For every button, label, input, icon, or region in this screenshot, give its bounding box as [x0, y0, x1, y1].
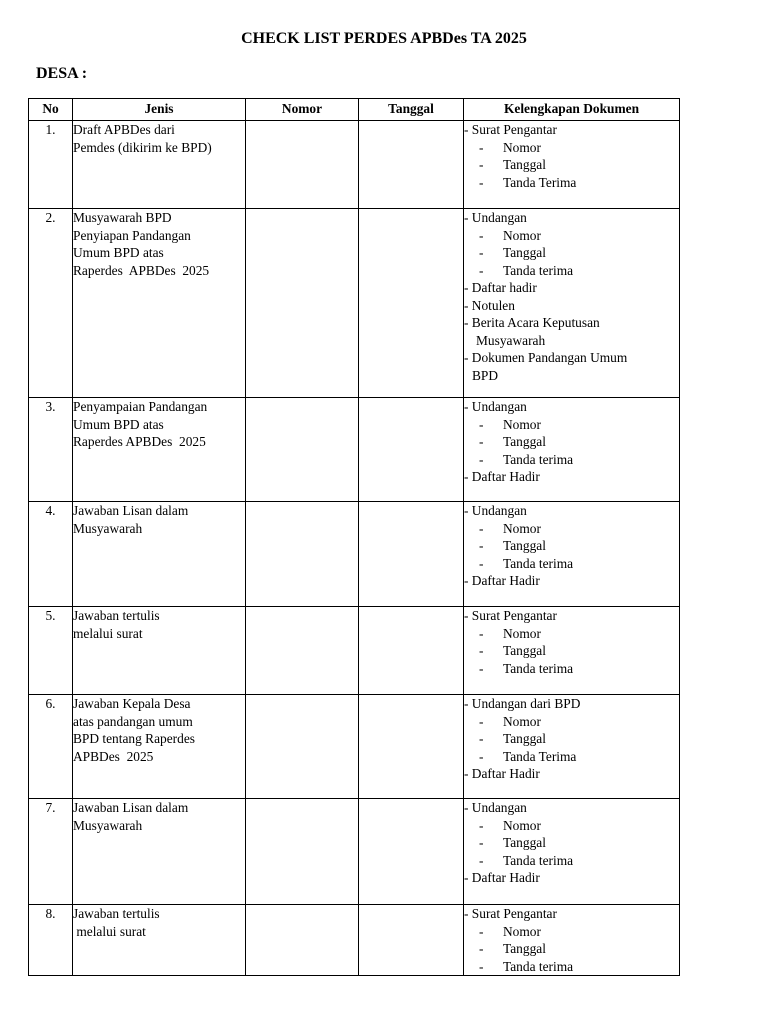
document-subitem-label: Tanda Terima — [503, 174, 577, 190]
kelengkapan-cell — [464, 607, 680, 695]
table-row — [29, 695, 680, 799]
jenis-line: APBDes 2025 — [73, 748, 154, 764]
document-subitem — [464, 713, 679, 731]
document-subitem — [464, 923, 679, 941]
dash-bullet-icon: - — [479, 958, 484, 974]
table-row — [29, 398, 680, 502]
document-item: - Undangan — [464, 210, 527, 225]
document-subitem — [464, 940, 679, 958]
document-subitem-label: Tanda terima — [503, 555, 574, 571]
dash-bullet-icon: - — [479, 748, 484, 764]
document-item: - Undangan — [464, 503, 527, 518]
document-subitem — [464, 817, 679, 835]
dash-bullet-icon: - — [479, 451, 484, 467]
column-header-kelengkapan: Kelengkapan Dokumen — [464, 99, 680, 121]
row-number: 5. — [29, 607, 73, 695]
document-item: - Daftar Hadir — [464, 469, 540, 484]
nomor-cell — [246, 607, 359, 695]
document-subitem-label: Tanda terima — [503, 451, 574, 467]
dash-bullet-icon: - — [479, 538, 484, 553]
document-subitem — [464, 625, 679, 643]
tanggal-cell — [359, 502, 464, 607]
document-subitem — [464, 451, 679, 469]
table-row — [29, 799, 680, 905]
document-subitem-label: Tanggal — [503, 731, 546, 746]
dash-bullet-icon: - — [479, 416, 484, 432]
kelengkapan-cell — [464, 905, 680, 976]
dash-bullet-icon: - — [479, 713, 484, 729]
dash-bullet-icon: - — [479, 174, 484, 190]
dash-bullet-icon: - — [479, 139, 484, 155]
document-subitem — [464, 958, 679, 976]
column-header-nomor: Nomor — [246, 99, 359, 121]
tanggal-cell — [359, 121, 464, 209]
jenis-line: Jawaban Lisan dalam — [73, 800, 189, 815]
jenis-line: Jawaban tertulis — [73, 608, 160, 623]
table-row — [29, 607, 680, 695]
tanggal-cell — [359, 905, 464, 976]
jenis-line: Raperdes APBDes 2025 — [73, 262, 210, 278]
document-subitem-label: Nomor — [503, 227, 541, 243]
dash-bullet-icon: - — [479, 227, 484, 243]
dash-bullet-icon: - — [479, 643, 484, 658]
row-number: 2. — [29, 209, 73, 398]
table-body — [29, 121, 680, 976]
dash-bullet-icon: - — [479, 852, 484, 868]
document-subitem-label: Tanggal — [503, 245, 546, 260]
desa-label: DESA : — [36, 65, 88, 82]
row-number: 3. — [29, 398, 73, 502]
document-subitem-label: Nomor — [503, 713, 541, 729]
jenis-line: Raperdes APBDes 2025 — [73, 434, 206, 449]
kelengkapan-cell — [464, 695, 680, 799]
document-subitem-label: Tanda Terima — [503, 748, 577, 764]
jenis-line: Draft APBDes dari — [73, 122, 175, 137]
column-header-jenis: Jenis — [73, 99, 246, 121]
document-item: - Surat Pengantar — [464, 608, 557, 623]
tanggal-cell — [359, 695, 464, 799]
jenis-line: melalui surat — [73, 923, 146, 939]
column-header-no: No — [29, 99, 73, 121]
document-subitem — [464, 433, 679, 451]
document-subitem — [464, 852, 679, 870]
document-subitem — [464, 642, 679, 660]
document-subitem-label: Tanggal — [503, 157, 546, 172]
row-number: 8. — [29, 905, 73, 976]
document-subitem-label: Nomor — [503, 923, 541, 939]
page-title: CHECK LIST PERDES APBDes TA 2025 — [241, 30, 527, 47]
dash-bullet-icon: - — [479, 660, 484, 676]
document-item: - Daftar hadir — [464, 280, 537, 295]
jenis-line: melalui surat — [73, 625, 143, 641]
nomor-cell — [246, 905, 359, 976]
jenis-line: Musyawarah — [73, 817, 143, 833]
row-number: 4. — [29, 502, 73, 607]
row-number: 6. — [29, 695, 73, 799]
jenis-cell — [73, 398, 246, 502]
document-subitem — [464, 730, 679, 748]
table-row — [29, 121, 680, 209]
document-subitem-label: Tanggal — [503, 434, 546, 449]
nomor-cell — [246, 398, 359, 502]
jenis-line: Jawaban tertulis — [73, 906, 160, 921]
nomor-cell — [246, 209, 359, 398]
jenis-line: Jawaban Lisan dalam — [73, 503, 189, 518]
document-subitem-label: Tanggal — [503, 538, 546, 553]
document-subitem — [464, 537, 679, 555]
dash-bullet-icon: - — [479, 941, 484, 956]
dash-bullet-icon: - — [479, 157, 484, 172]
jenis-line: Jawaban Kepala Desa — [73, 696, 191, 711]
tanggal-cell — [359, 799, 464, 905]
dash-bullet-icon: - — [479, 923, 484, 939]
checklist-table — [28, 98, 680, 976]
document-subitem — [464, 262, 679, 280]
document-item: - Berita Acara Keputusan — [464, 315, 600, 330]
jenis-cell — [73, 695, 246, 799]
dash-bullet-icon: - — [479, 434, 484, 449]
kelengkapan-cell — [464, 502, 680, 607]
document-item: - Daftar Hadir — [464, 573, 540, 588]
document-item: Musyawarah — [476, 332, 546, 348]
document-subitem — [464, 244, 679, 262]
document-subitem-label: Tanggal — [503, 941, 546, 956]
document-subitem — [464, 227, 679, 245]
dash-bullet-icon: - — [479, 245, 484, 260]
kelengkapan-cell — [464, 799, 680, 905]
tanggal-cell — [359, 607, 464, 695]
document-item: - Dokumen Pandangan Umum — [464, 350, 628, 365]
document-subitem — [464, 156, 679, 174]
kelengkapan-cell — [464, 121, 680, 209]
row-number: 7. — [29, 799, 73, 905]
jenis-line: Penyiapan Pandangan — [73, 227, 191, 243]
jenis-line: Musyawarah BPD — [73, 210, 172, 225]
document-subitem-label: Nomor — [503, 416, 541, 432]
dash-bullet-icon: - — [479, 625, 484, 641]
jenis-cell — [73, 905, 246, 976]
document-subitem-label: Nomor — [503, 139, 541, 155]
jenis-line: BPD tentang Raperdes — [73, 731, 195, 746]
jenis-cell — [73, 607, 246, 695]
jenis-line: Umum BPD atas — [73, 416, 164, 432]
jenis-line: atas pandangan umum — [73, 713, 193, 729]
document-item: - Daftar Hadir — [464, 870, 540, 885]
document-item: - Undangan dari BPD — [464, 696, 581, 711]
tanggal-cell — [359, 398, 464, 502]
nomor-cell — [246, 799, 359, 905]
document-subitem-label: Nomor — [503, 817, 541, 833]
document-subitem-label: Nomor — [503, 520, 541, 536]
jenis-cell — [73, 799, 246, 905]
document-subitem — [464, 660, 679, 678]
tanggal-cell — [359, 209, 464, 398]
dash-bullet-icon: - — [479, 835, 484, 850]
dash-bullet-icon: - — [479, 520, 484, 536]
document-item: - Surat Pengantar — [464, 122, 557, 137]
dash-bullet-icon: - — [479, 731, 484, 746]
dash-bullet-icon: - — [479, 817, 484, 833]
kelengkapan-cell — [464, 209, 680, 398]
nomor-cell — [246, 121, 359, 209]
table-header-row — [29, 99, 680, 121]
document-subitem-label: Nomor — [503, 625, 541, 641]
nomor-cell — [246, 502, 359, 607]
document-subitem — [464, 174, 679, 192]
document-subitem — [464, 139, 679, 157]
document-subitem-label: Tanda terima — [503, 852, 574, 868]
document-item: BPD — [472, 367, 499, 383]
jenis-line: Pemdes (dikirim ke BPD) — [73, 139, 212, 155]
jenis-cell — [73, 502, 246, 607]
document-subitem — [464, 416, 679, 434]
table-row — [29, 502, 680, 607]
document-subitem-label: Tanda terima — [503, 660, 574, 676]
table-row — [29, 905, 680, 976]
document-item: - Surat Pengantar — [464, 906, 557, 921]
row-number: 1. — [29, 121, 73, 209]
jenis-cell — [73, 209, 246, 398]
document-subitem — [464, 555, 679, 573]
document-subitem-label: Tanggal — [503, 643, 546, 658]
dash-bullet-icon: - — [479, 555, 484, 571]
jenis-cell — [73, 121, 246, 209]
document-item: - Undangan — [464, 800, 527, 815]
column-header-tanggal: Tanggal — [359, 99, 464, 121]
document-subitem-label: Tanda terima — [503, 958, 574, 974]
document-subitem — [464, 520, 679, 538]
jenis-line: Penyampaian Pandangan — [73, 399, 208, 414]
document-subitem-label: Tanggal — [503, 835, 546, 850]
document-subitem — [464, 748, 679, 766]
document-item: - Daftar Hadir — [464, 766, 540, 781]
dash-bullet-icon: - — [479, 262, 484, 278]
jenis-line: Umum BPD atas — [73, 245, 164, 260]
document-subitem — [464, 834, 679, 852]
table-row — [29, 209, 680, 398]
nomor-cell — [246, 695, 359, 799]
document-subitem-label: Tanda terima — [503, 262, 574, 278]
kelengkapan-cell — [464, 398, 680, 502]
document-item: - Undangan — [464, 399, 527, 414]
document-item: - Notulen — [464, 297, 515, 313]
jenis-line: Musyawarah — [73, 520, 143, 536]
